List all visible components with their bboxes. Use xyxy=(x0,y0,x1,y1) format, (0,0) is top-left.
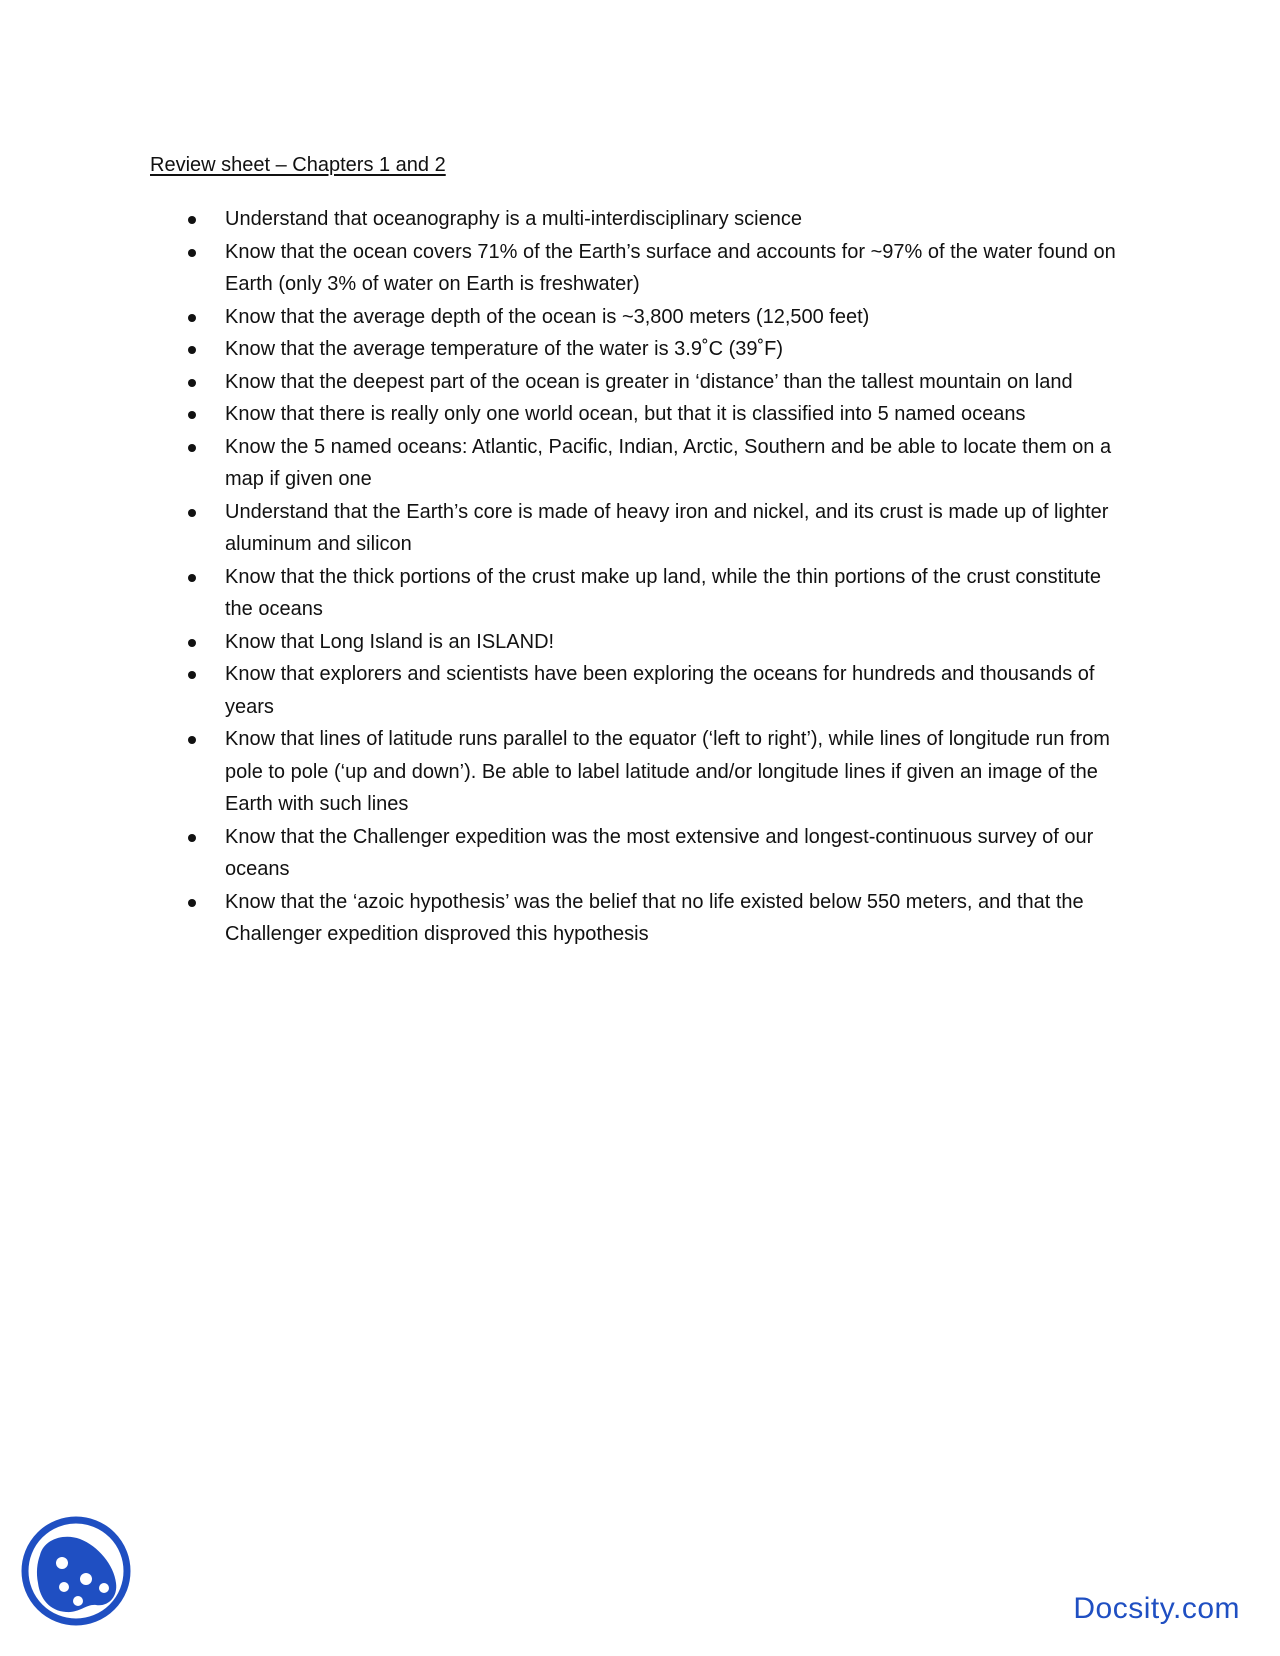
list-item xyxy=(150,626,1130,659)
list-item-text: Know that the average depth of the ocean is ~3,800 meters (12,500 feet) xyxy=(225,305,870,328)
list-item-text: Know that the thick portions of the crust make up land, while the thin portions of the crust constitute the oceans xyxy=(225,565,1102,620)
bullet-icon xyxy=(188,346,196,354)
bullet-icon xyxy=(188,639,196,647)
list-item xyxy=(150,561,1130,626)
list-item xyxy=(150,496,1130,561)
list-item-text: Know that the average temperature of the water is 3.9˚C (39˚F) xyxy=(225,338,784,360)
list-item-text: Understand that the Earth’s core is made of heavy iron and nickel, and its crust is made up of lighter aluminum and silicon xyxy=(225,500,1109,555)
list-item xyxy=(150,301,1130,334)
list-item-text: Understand that oceanography is a multi-interdisciplinary science xyxy=(225,208,802,230)
bullet-icon xyxy=(188,249,196,257)
list-item xyxy=(150,236,1130,301)
list-item xyxy=(150,723,1130,821)
list-item-text: Know that the ocean covers 71% of the Earth’s surface and accounts for ~97% of the water found on Earth (only 3% of water on Earth is freshwater) xyxy=(225,240,1116,295)
list-item xyxy=(150,658,1130,723)
bullet-icon xyxy=(188,444,196,452)
bullet-icon xyxy=(188,314,196,322)
bullet-icon xyxy=(188,834,196,842)
bullet-icon xyxy=(188,216,196,224)
list-item-text: Know that there is really only one world ocean, but that it is classified into 5 named oceans xyxy=(225,403,1026,425)
bullet-icon xyxy=(188,671,196,679)
list-item-text: Know the 5 named oceans: Atlantic, Pacific, Indian, Arctic, Southern and be able to locate them on a map if given one xyxy=(225,435,1112,490)
list-item xyxy=(150,203,1130,236)
list-item xyxy=(150,333,1130,366)
list-item xyxy=(150,431,1130,496)
list-item xyxy=(150,821,1130,886)
bullet-icon xyxy=(188,899,196,907)
list-item xyxy=(150,398,1130,431)
list-item-text: Know that lines of latitude runs parallel to the equator (‘left to right’), while lines of longitude run from pole to pole (‘up and down’). Be able to label latitude and/or longitude lines if given an image of the Earth with such lines xyxy=(225,728,1110,815)
review-list xyxy=(150,203,1130,951)
bullet-icon xyxy=(188,379,196,387)
docsity-logo-icon[interactable] xyxy=(20,1515,132,1627)
list-item-text: Know that the deepest part of the ocean is greater in ‘distance’ than the tallest mountain on land xyxy=(225,370,1073,393)
list-item xyxy=(150,366,1130,399)
list-item-text: Know that Long Island is an ISLAND! xyxy=(225,630,555,653)
bullet-icon xyxy=(188,509,196,517)
bullet-icon xyxy=(188,736,196,744)
bullet-icon xyxy=(188,411,196,419)
list-item-text: Know that explorers and scientists have been exploring the oceans for hundreds and thousands of years xyxy=(225,663,1095,718)
list-item-text: Know that the Challenger expedition was the most extensive and longest-continuous survey of our oceans xyxy=(225,825,1094,880)
bullet-icon xyxy=(188,574,196,582)
page-title: Review sheet – Chapters 1 and 2 xyxy=(150,154,446,176)
list-item xyxy=(150,886,1130,951)
list-item-text: Know that the ‘azoic hypothesis’ was the belief that no life existed below 550 meters, and that the Challenger expedition disproved this hypothesis xyxy=(225,890,1084,945)
brand-link[interactable]: Docsity.com xyxy=(1073,1592,1240,1625)
